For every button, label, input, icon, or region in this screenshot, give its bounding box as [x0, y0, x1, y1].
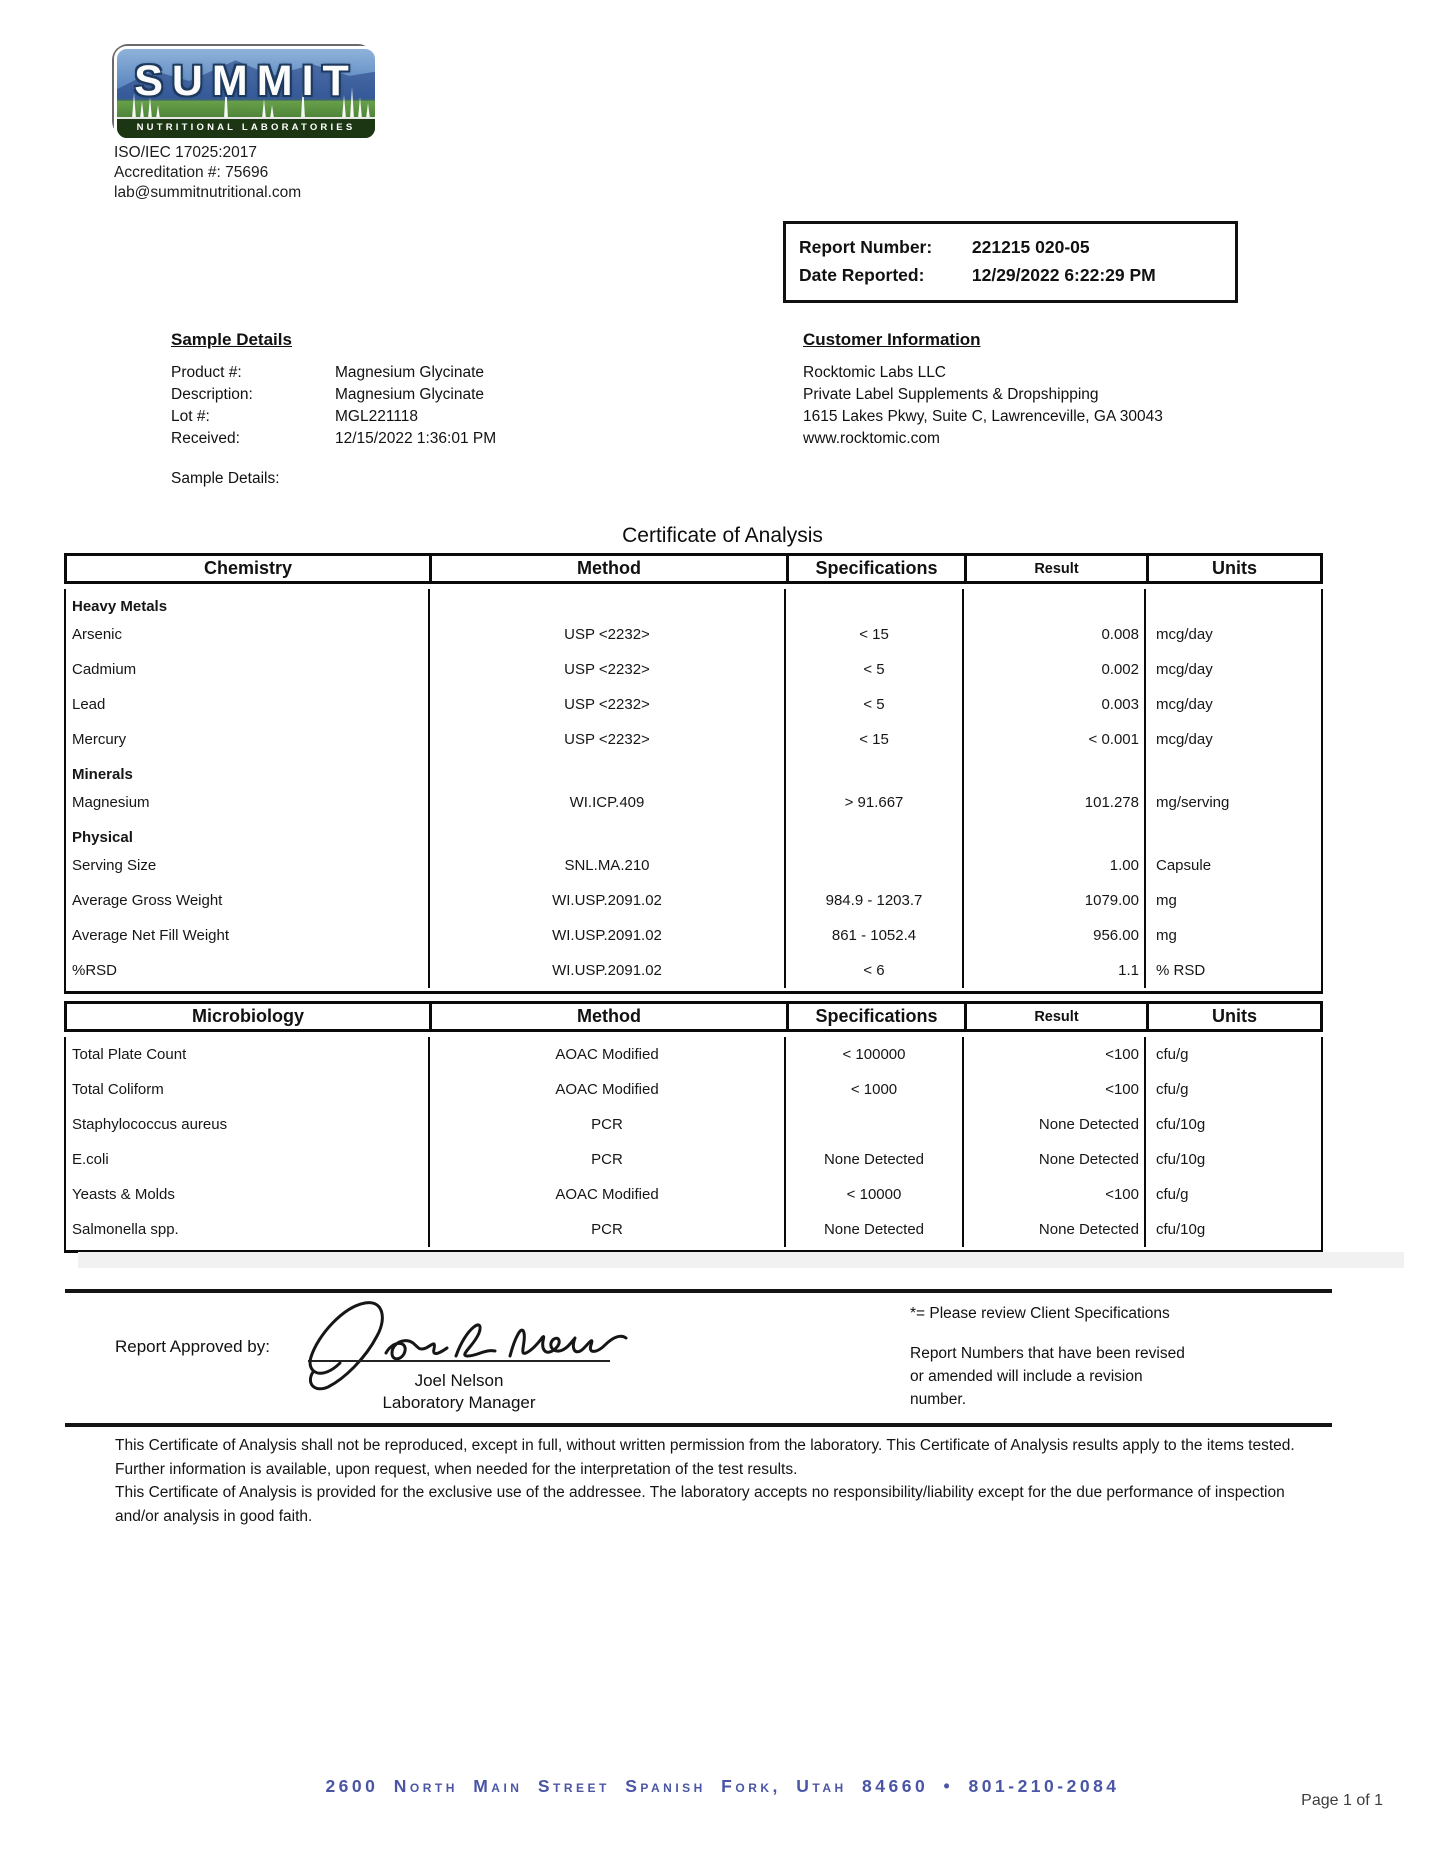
field-value: MGL221118	[335, 408, 419, 425]
table-cell: cfu/10g	[1144, 1142, 1321, 1177]
column-header-result: Result	[964, 1004, 1146, 1029]
info-line: Rocktomic Labs LLC	[803, 364, 947, 381]
table-cell	[1144, 820, 1321, 848]
table-cell	[784, 1107, 962, 1142]
table-cell: cfu/10g	[1144, 1107, 1321, 1142]
table-row	[66, 1212, 1321, 1247]
table-cell	[962, 589, 1144, 617]
table-row	[66, 652, 1321, 687]
table-cell	[1144, 757, 1321, 785]
table-section-row	[66, 820, 1321, 848]
microbiology-table	[64, 1001, 1323, 1253]
field-label: Description:	[171, 386, 253, 403]
table-cell	[962, 757, 1144, 785]
table-row	[66, 722, 1321, 757]
table-row	[66, 617, 1321, 652]
table-cell: Arsenic	[72, 626, 123, 643]
summit-logo-art	[114, 46, 378, 141]
column-header-specifications: Specifications	[786, 1004, 964, 1029]
legal-paragraph-2: This Certificate of Analysis is provided for the exclusive use of the addressee. The laboratory accepts no responsibility/liability except for the due performance of inspection and/or analysis in good faith.	[115, 1484, 1285, 1525]
table-cell: < 15	[784, 722, 962, 757]
table-row	[66, 883, 1321, 918]
lab-address-footer: 2600 North Main Street Spanish Fork, Utah 84660 • 801-210-2084	[325, 1776, 1120, 1796]
table-cell: WI.USP.2091.02	[428, 953, 784, 988]
table-section-row	[66, 589, 1321, 617]
table-cell: 1079.00	[962, 883, 1144, 918]
column-header-specifications: Specifications	[786, 556, 964, 581]
report-number-row	[799, 233, 1222, 261]
table-cell: cfu/g	[1144, 1072, 1321, 1107]
table-cell: < 100000	[784, 1037, 962, 1072]
table-cell: Salmonella spp.	[72, 1221, 179, 1238]
accreditation-number-text: Accreditation #: 75696	[114, 164, 269, 181]
lab-email-text: lab@summitnutritional.com	[114, 184, 302, 201]
table-cell: < 6	[784, 953, 962, 988]
table-cell: None Detected	[962, 1212, 1144, 1247]
table-row	[66, 1142, 1321, 1177]
sample-details-extra-label: Sample Details:	[171, 470, 280, 487]
table-cell: mcg/day	[1144, 617, 1321, 652]
customer-information-heading: Customer Information	[803, 330, 981, 349]
table-cell: <100	[962, 1072, 1144, 1107]
microbiology-table-body	[64, 1037, 1323, 1253]
table-cell: 956.00	[962, 918, 1144, 953]
table-cell: 101.278	[962, 785, 1144, 820]
table-cell: SNL.MA.210	[428, 848, 784, 883]
revision-note: Report Numbers that have been revised or amended will include a revision number.	[910, 1345, 1185, 1408]
table-cell: AOAC Modified	[428, 1072, 784, 1107]
table-cell: Heavy Metals	[72, 598, 168, 615]
page-title: Certificate of Analysis	[622, 524, 823, 547]
table-cell: USP <2232>	[428, 722, 784, 757]
table-row	[66, 785, 1321, 820]
table-cell: 1.00	[962, 848, 1144, 883]
table-drop-shadow	[78, 1252, 1404, 1268]
table-cell: Minerals	[72, 766, 133, 783]
table-cell: AOAC Modified	[428, 1037, 784, 1072]
date-reported-label: Date Reported:	[799, 265, 925, 285]
table-cell	[1144, 589, 1321, 617]
table-cell: USP <2232>	[428, 687, 784, 722]
table-cell: cfu/g	[1144, 1177, 1321, 1212]
info-line: www.rocktomic.com	[803, 430, 940, 447]
table-cell: Capsule	[1144, 848, 1321, 883]
table-row	[66, 848, 1321, 883]
column-header-chemistry: Chemistry	[203, 558, 293, 578]
accreditation-block	[114, 143, 301, 203]
table-cell: WI.USP.2091.02	[428, 883, 784, 918]
table-cell: 0.002	[962, 652, 1144, 687]
table-cell: PCR	[428, 1212, 784, 1247]
table-cell: Total Plate Count	[72, 1046, 187, 1063]
divider-rule	[65, 1289, 1332, 1293]
chemistry-table	[64, 553, 1323, 994]
sample-details-section	[171, 330, 496, 450]
approver-name: Joel Nelson	[414, 1371, 504, 1390]
microbiology-table-header	[64, 1001, 1323, 1032]
table-cell: mcg/day	[1144, 652, 1321, 687]
report-number-box	[783, 221, 1238, 303]
table-cell	[784, 757, 962, 785]
report-approved-by-label: Report Approved by:	[115, 1337, 270, 1356]
table-cell: Lead	[72, 696, 106, 713]
table-cell: mg/serving	[1144, 785, 1321, 820]
table-cell: <100	[962, 1177, 1144, 1212]
table-cell: 0.003	[962, 687, 1144, 722]
table-cell: 1.1	[962, 953, 1144, 988]
signature-line	[308, 1360, 610, 1362]
table-cell: <100	[962, 1037, 1144, 1072]
field-value: Magnesium Glycinate	[335, 364, 485, 381]
table-cell: mg	[1144, 918, 1321, 953]
table-cell: Average Net Fill Weight	[72, 927, 230, 944]
table-cell: %RSD	[72, 962, 118, 979]
table-row	[66, 1072, 1321, 1107]
table-cell: < 5	[784, 687, 962, 722]
chemistry-table-header	[64, 553, 1323, 584]
table-section-row	[66, 757, 1321, 785]
summit-logo	[112, 44, 374, 137]
field-label: Lot #:	[171, 408, 210, 425]
table-row	[66, 953, 1321, 988]
report-number-value: 221215 020-05	[971, 237, 1090, 257]
table-cell: Average Gross Weight	[72, 892, 223, 909]
customer-information-lines	[803, 362, 1163, 450]
table-cell	[962, 820, 1144, 848]
table-cell: None Detected	[784, 1212, 962, 1247]
table-cell	[784, 589, 962, 617]
field-label: Received:	[171, 430, 240, 447]
field-row	[171, 406, 496, 428]
field-label: Product #:	[171, 364, 242, 381]
table-cell: WI.USP.2091.02	[428, 918, 784, 953]
table-cell: cfu/10g	[1144, 1212, 1321, 1247]
report-number-label: Report Number:	[799, 237, 933, 257]
field-row	[171, 384, 496, 406]
column-header-units: Units	[1146, 1004, 1320, 1029]
table-cell: E.coli	[72, 1151, 109, 1168]
table-cell: < 15	[784, 617, 962, 652]
table-cell: Yeasts & Molds	[72, 1186, 175, 1203]
page-number: Page 1 of 1	[1301, 1792, 1383, 1809]
date-reported-row	[799, 261, 1222, 289]
table-row	[66, 918, 1321, 953]
table-cell: mcg/day	[1144, 722, 1321, 757]
column-header-microbiology: Microbiology	[192, 1006, 304, 1026]
divider-rule	[65, 1423, 1332, 1427]
iso-standard-text: ISO/IEC 17025:2017	[114, 144, 258, 161]
table-cell: AOAC Modified	[428, 1177, 784, 1212]
client-specifications-note: *= Please review Client Specifications	[910, 1305, 1170, 1322]
chemistry-table-body	[64, 589, 1323, 994]
sample-details-heading: Sample Details	[171, 330, 292, 349]
table-cell: Magnesium	[72, 794, 150, 811]
approver-name-block	[308, 1370, 610, 1414]
table-cell	[784, 820, 962, 848]
table-cell: < 10000	[784, 1177, 962, 1212]
table-cell: Cadmium	[72, 661, 137, 678]
table-cell: PCR	[428, 1142, 784, 1177]
info-line: Private Label Supplements & Dropshipping	[803, 386, 1099, 403]
table-cell: USP <2232>	[428, 652, 784, 687]
table-cell: None Detected	[962, 1142, 1144, 1177]
table-cell: Staphylococcus aureus	[72, 1116, 228, 1133]
column-header-units: Units	[1146, 556, 1320, 581]
column-header-method: Method	[429, 556, 786, 581]
table-cell: Physical	[72, 829, 133, 846]
table-row	[66, 1107, 1321, 1142]
table-cell: % RSD	[1144, 953, 1321, 988]
table-cell: mcg/day	[1144, 687, 1321, 722]
table-cell	[428, 757, 784, 785]
table-cell: 861 - 1052.4	[784, 918, 962, 953]
info-line: 1615 Lakes Pkwy, Suite C, Lawrenceville, GA 30043	[803, 408, 1163, 425]
table-cell: Mercury	[72, 731, 127, 748]
legal-disclaimer	[115, 1434, 1311, 1528]
table-cell: < 0.001	[962, 722, 1144, 757]
table-cell	[428, 820, 784, 848]
legal-paragraph-1: This Certificate of Analysis shall not be reproduced, except in full, without written permission from the laboratory. This Certificate of Analysis results apply to the items tested. Further information is available, upon request, when needed for the interpretation of the test results.	[115, 1437, 1295, 1478]
table-cell: 0.008	[962, 617, 1144, 652]
table-cell: USP <2232>	[428, 617, 784, 652]
table-cell	[784, 848, 962, 883]
table-cell: cfu/g	[1144, 1037, 1321, 1072]
logo-tagline-text: NUTRITIONAL LABORATORIES	[117, 117, 375, 138]
table-cell: mg	[1144, 883, 1321, 918]
table-cell	[428, 589, 784, 617]
table-cell: Total Coliform	[72, 1081, 164, 1098]
date-reported-value: 12/29/2022 6:22:29 PM	[971, 265, 1156, 285]
table-cell: < 5	[784, 652, 962, 687]
table-cell: > 91.667	[784, 785, 962, 820]
field-value: Magnesium Glycinate	[335, 386, 485, 403]
table-cell: WI.ICP.409	[428, 785, 784, 820]
table-cell: Serving Size	[72, 857, 157, 874]
table-cell: None Detected	[962, 1107, 1144, 1142]
table-row	[66, 1177, 1321, 1212]
table-row	[66, 1037, 1321, 1072]
field-row	[171, 428, 496, 450]
column-header-method: Method	[429, 1004, 786, 1029]
approver-title: Laboratory Manager	[382, 1393, 536, 1412]
table-row	[66, 687, 1321, 722]
table-cell: PCR	[428, 1107, 784, 1142]
sample-details-fields	[171, 362, 496, 450]
field-value: 12/15/2022 1:36:01 PM	[335, 430, 497, 447]
logo-brand-text: SUMMIT	[134, 57, 358, 105]
column-header-result: Result	[964, 556, 1146, 581]
customer-information-section	[803, 330, 1163, 450]
table-cell: None Detected	[784, 1142, 962, 1177]
table-cell: < 1000	[784, 1072, 962, 1107]
table-cell: 984.9 - 1203.7	[784, 883, 962, 918]
field-row	[171, 362, 496, 384]
